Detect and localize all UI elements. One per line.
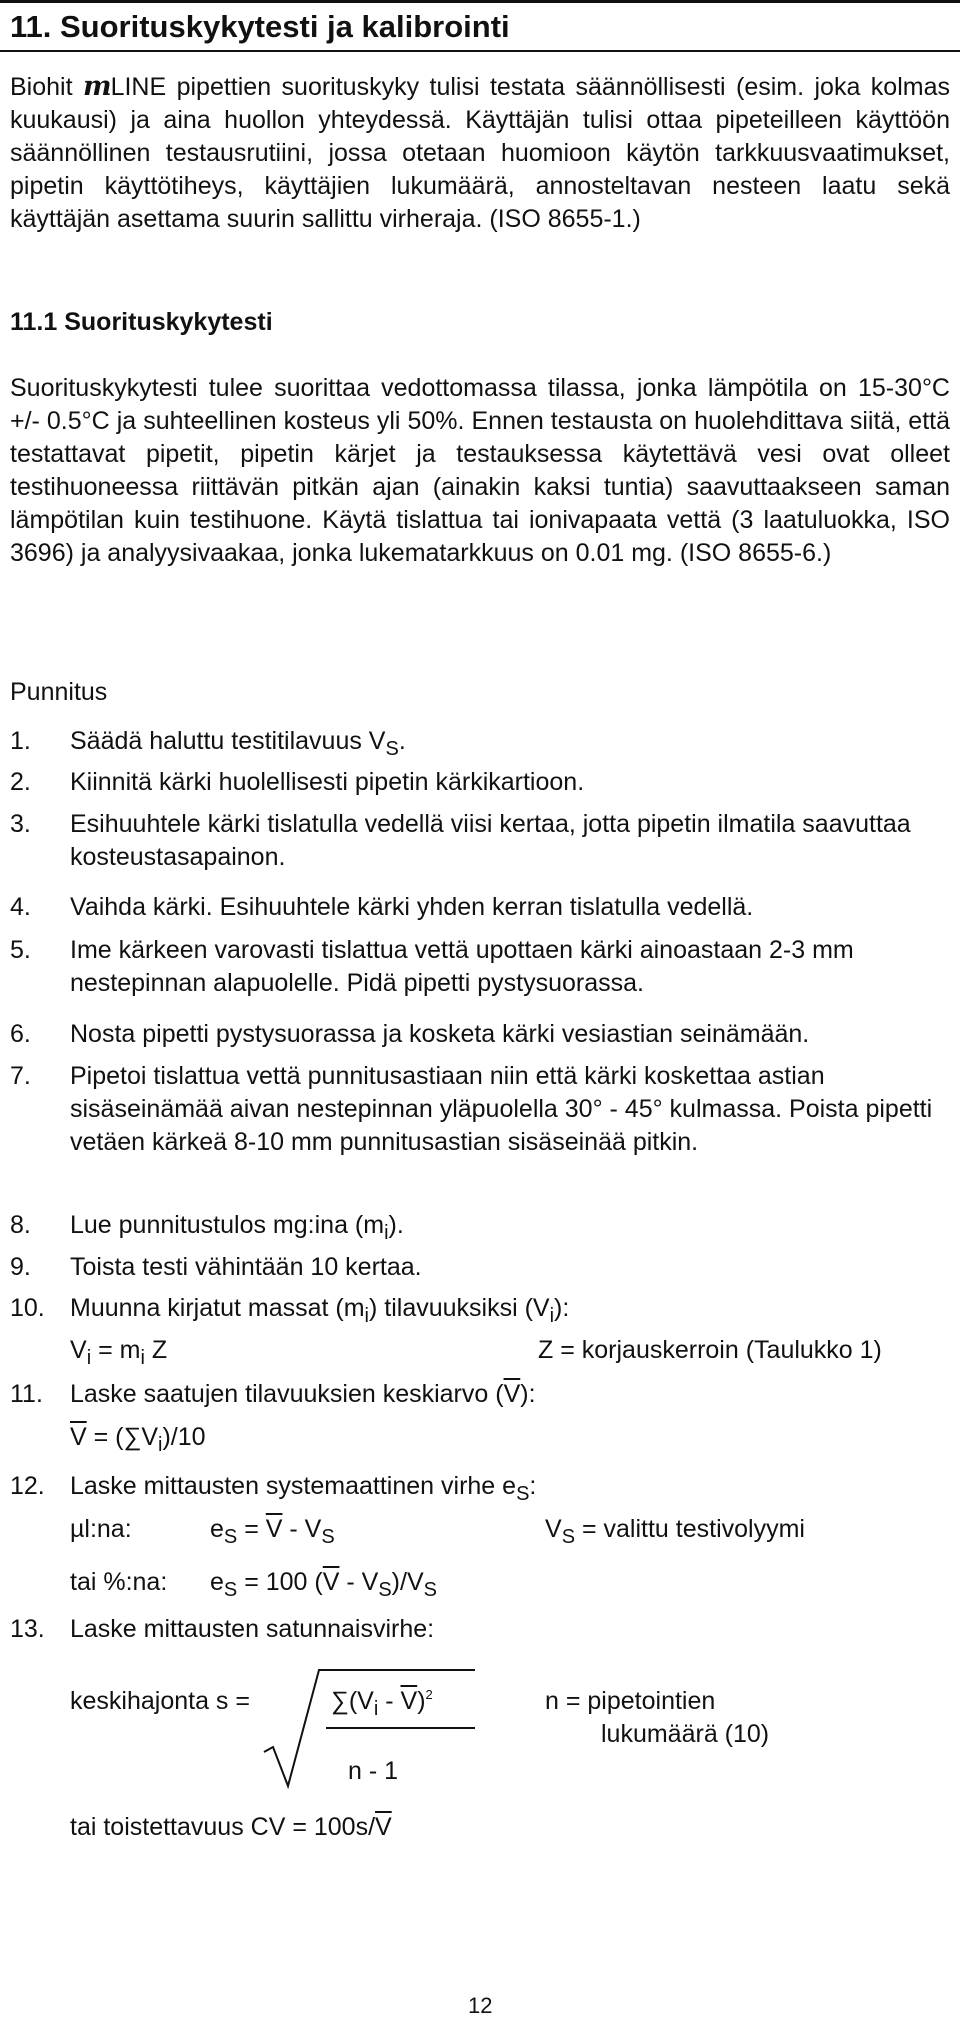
step-text: Muunna kirjatut massat $(m_i)$ tilavuuksiksi $(V_i)$: (70, 1294, 570, 1327)
step-text: Laske mittausten systemaattinen virhe $e_S$: (70, 1472, 537, 1505)
step-number: 5. (10, 936, 31, 964)
page-number: 12 (468, 1993, 493, 2018)
formula-cv: tai toistettavuus CV = $100s/\overline{V}$ (70, 1813, 392, 1841)
percent-label: tai %:na: (70, 1568, 168, 1596)
step-number: 9. (10, 1253, 31, 1281)
step-number: 10. (10, 1294, 45, 1322)
step-number: 11. (10, 1380, 43, 1408)
n-definition-line1: n = pipetointien (545, 1687, 716, 1715)
step-text: Toista testi vähintään 10 kertaa. (70, 1253, 422, 1281)
step-number: 7. (10, 1062, 31, 1090)
step-number: 2. (10, 768, 31, 796)
ul-label: µl:na: (70, 1515, 132, 1543)
sd-numerator: $\sum(V_i - \overline{V})^2$ (331, 1687, 433, 1720)
brand-logo-m: m (82, 71, 111, 102)
step-text: Esihuuhtele kärki tislatulla vedellä viisi kertaa, jotta pipetin ilmatila saavuttaa kosteustasapainon. (70, 810, 911, 871)
subsection-title: 11.1 Suorituskykytesti (10, 308, 273, 336)
step-text: Laske saatujen tilavuuksien keskiarvo $(\overline{V})$: (70, 1380, 536, 1408)
step-number: 13. (10, 1615, 45, 1643)
section-header (0, 0, 960, 52)
formula-volume: $V_i = m_i$ Z (70, 1336, 168, 1369)
step-text: Nosta pipetti pystysuorassa ja kosketa kärki vesiastian seinämään. (70, 1020, 810, 1048)
formula-systematic-error-ul: $e_S = \overline{V} - V_S$ (210, 1515, 335, 1548)
step-text: Vaihda kärki. Esihuuhtele kärki yhden kerran tislatulla vedellä. (70, 893, 754, 921)
step-number: 1. (10, 727, 31, 755)
step-text: Pipetoi tislattua vettä punnitusastiaan niin että kärki koskettaa astian sisäseinämää aivan nestepinnan yläpuolella 30° - 45° kulmassa. Poista pipetti vetäen kärkeä 8-10 mm punnitusastian sisäseinää pitkin. (70, 1062, 933, 1156)
step-text: Kiinnitä kärki huolellisesti pipetin kärkikartioon. (70, 768, 585, 796)
step-number: 4. (10, 893, 31, 921)
sd-denominator: n - 1 (348, 1757, 399, 1785)
step-number: 6. (10, 1020, 31, 1048)
formula-systematic-error-percent: $e_S = 100$ $(\overline{V} - V_S)/V_S$ (210, 1568, 437, 1601)
intro-paragraph: Biohit mLINE pipettien suorituskyky tulisi testata säännöllisesti (esim. joka kolmas kuukausi) ja aina huollon yhteydessä. Käyttäjän tulisi ottaa pipeteilleen käyttöön säännöllinen testausrutiini, jossa otetaan huomioon käytön tarkkuusvaatimukset, pipetin käyttötiheys, käyttäjien lukumäärä, annosteltavan nesteen laatu sekä käyttäjän asettama suurin sallittu virheraja. (ISO 8655-1.) (10, 71, 950, 233)
step-text: Säädä haluttu testitilavuus $V_S$. (70, 727, 406, 760)
step-text: Lue punnitustulos mg:ina $(m_i)$. (70, 1211, 404, 1244)
step-number: 8. (10, 1211, 31, 1239)
section-title: 11. Suorituskykytesti ja kalibrointi (10, 9, 510, 44)
test-conditions-paragraph: Suorituskykytesti tulee suorittaa vedottomassa tilassa, jonka lämpötila on 15-30°C +/- 0.5°C ja suhteellinen kosteus yli 50%. Ennen testausta on huolehdittava siitä, että testattavat pipetit, pipetin kärjet ja testauksessa käytettävä vesi ovat olleet testihuoneessa riittävän pitkän ajan (ainakin kaksi tuntia) saavuttaakseen saman lämpötilan kuin testihuone. Käytä tislattua tai ionivapaata vettä (3 laatuluokka, ISO 3696) ja analyysivaakaa, jonka lukematarkkuus on 0.01 mg. (ISO 8655-6.) (10, 374, 950, 567)
step-text: Laske mittausten satunnaisvirhe: (70, 1615, 435, 1643)
n-definition-line2: lukumäärä (10) (601, 1720, 770, 1748)
step-number: 12. (10, 1472, 45, 1500)
weighing-label: Punnitus (10, 678, 108, 706)
step-text: Ime kärkeen varovasti tislattua vettä upottaen kärki ainoastaan 2-3 mm nestepinnan alapuolelle. Pidä pipetti pystysuorassa. (70, 936, 854, 997)
vs-definition: $V_S$ = valittu testivolyymi (545, 1515, 805, 1548)
z-definition: Z = korjauskerroin (Taulukko 1) (538, 1336, 882, 1364)
formula-mean: $\overline{V} = (\sum V_i)/10$ (70, 1423, 206, 1456)
sd-label: keskihajonta s = (70, 1687, 250, 1715)
step-number: 3. (10, 810, 31, 838)
